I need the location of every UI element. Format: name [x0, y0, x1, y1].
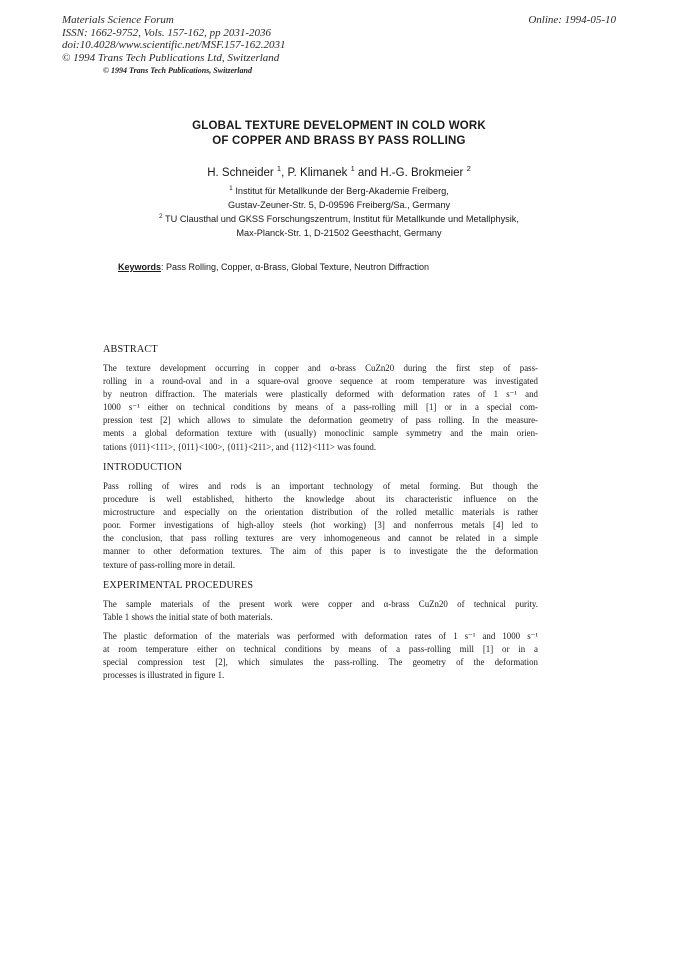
- online-date: Online: 1994-05-10: [528, 14, 616, 26]
- abstract-body: [103, 362, 538, 454]
- keywords: [118, 262, 429, 272]
- text-line: microstructure and especially on the orientation distribution of the rolled metallic materials is rather: [103, 507, 538, 518]
- small-copyright: © 1994 Trans Tech Publications, Switzerland: [103, 66, 252, 75]
- text-line: procedure is well established, hitherto the knowledge about its characteristic influence on the: [103, 494, 538, 505]
- affiliation-1: [0, 182, 678, 212]
- issn-line: ISSN: 1662-9752, Vols. 157-162, pp 2031-2036: [62, 26, 271, 39]
- author-1-affil: 1: [276, 164, 282, 173]
- text-line: The texture development occurring in copper and α-brass CuZn20 during the first step of pass-: [103, 363, 538, 373]
- affiliation-2-line-1: TU Clausthal und GKSS Forschungszentrum, Institut für Metallkunde und Metallphysik,: [162, 214, 519, 225]
- author-2: , P. Klimanek: [281, 166, 348, 179]
- keywords-label: Keywords: [118, 262, 162, 272]
- text-line: pression test [2] which allows to simulate the deformation geometry of pass rolling. In the measure-: [103, 415, 538, 426]
- text-line: texture of pass-rolling more in detail.: [103, 559, 236, 570]
- title-line-2: OF COPPER AND BRASS BY PASS ROLLING: [212, 135, 466, 147]
- text-line: at room temperature either on technical conditions by means of a pass-rolling mill [1] or in a: [103, 644, 538, 655]
- keywords-text: : Pass Rolling, Copper, α-Brass, Global Texture, Neutron Diffraction: [161, 262, 430, 272]
- introduction-body: [103, 480, 538, 572]
- affiliation-2-marker: 2: [159, 213, 163, 220]
- introduction-heading: INTRODUCTION: [103, 462, 183, 473]
- text-line: by neutron diffraction. The materials were plastically deformed with deformation rates of 1 s⁻¹ and: [103, 389, 538, 400]
- journal-header: [62, 14, 286, 64]
- text-line: The plastic deformation of the materials was performed with deformation rates of 1 s⁻¹ and 1000 s⁻¹: [103, 631, 538, 641]
- text-line: rolling in a round-oval and in a square-oval groove sequence at room temperature was investigated: [103, 376, 538, 387]
- affiliation-2: [0, 210, 678, 240]
- text-line: ments a global deformation texture with (usually) monoclinic sample symmetry and the main orien-: [103, 428, 538, 439]
- text-line: poor. Former investigations of high-alloy steels (hot working) [3] and nonferrous metals [4] led to: [103, 520, 538, 531]
- journal-name: Materials Science Forum: [62, 14, 174, 26]
- text-line: processes is illustrated in figure 1.: [103, 670, 225, 681]
- affiliation-1-line-2: Gustav-Zeuner-Str. 5, D-09596 Freiberg/Sa., Germany: [227, 199, 451, 210]
- text-line: Table 1 shows the initial state of both materials.: [103, 612, 273, 623]
- affiliation-1-marker: 1: [229, 185, 233, 192]
- abstract-heading: ABSTRACT: [103, 344, 158, 355]
- text-line: manner to other deformation textures. The aim of this paper is to investigate the the deformation: [103, 546, 538, 557]
- experimental-para-1: [103, 598, 538, 624]
- affiliation-1-line-1: Institut für Metallkunde der Berg-Akademie Freiberg,: [232, 186, 449, 197]
- text-line: tations {011}<111>, {011}<100>, {011}<211>, and {112}<111> was found.: [103, 441, 377, 452]
- title-line-1: GLOBAL TEXTURE DEVELOPMENT IN COLD WORK: [192, 120, 486, 132]
- author-3-affil: 2: [466, 164, 471, 173]
- text-line: The sample materials of the present work were copper and α-brass CuZn20 of technical purity.: [103, 599, 538, 609]
- affiliation-2-line-2: Max-Planck-Str. 1, D-21502 Geesthacht, Germany: [236, 227, 442, 238]
- text-line: the conclusion, that pass rolling textures are very inhomogeneous and cannot be related in a simple: [103, 533, 538, 544]
- author-2-affil: 1: [350, 164, 355, 173]
- experimental-heading: EXPERIMENTAL PROCEDURES: [103, 580, 254, 591]
- text-line: Pass rolling of wires and rods is an important technology of metal forming. But though the: [103, 481, 538, 491]
- doi-link[interactable]: doi:10.4028/www.scientific.net/MSF.157-162.2031: [62, 39, 286, 52]
- text-line: 1000 s⁻¹ either on technical conditions by means of a pass-rolling mill [1] or in a special com-: [103, 402, 538, 413]
- paper-title: [0, 119, 678, 149]
- publisher-copyright: © 1994 Trans Tech Publications Ltd, Switzerland: [62, 51, 280, 64]
- text-line: special compression test [2], which simulates the pass-rolling. The geometry of the deformation: [103, 657, 538, 668]
- experimental-para-2: [103, 630, 538, 682]
- author-list: [0, 164, 678, 179]
- author-3: and H.-G. Brokmeier: [354, 166, 464, 179]
- author-1: H. Schneider: [207, 166, 274, 179]
